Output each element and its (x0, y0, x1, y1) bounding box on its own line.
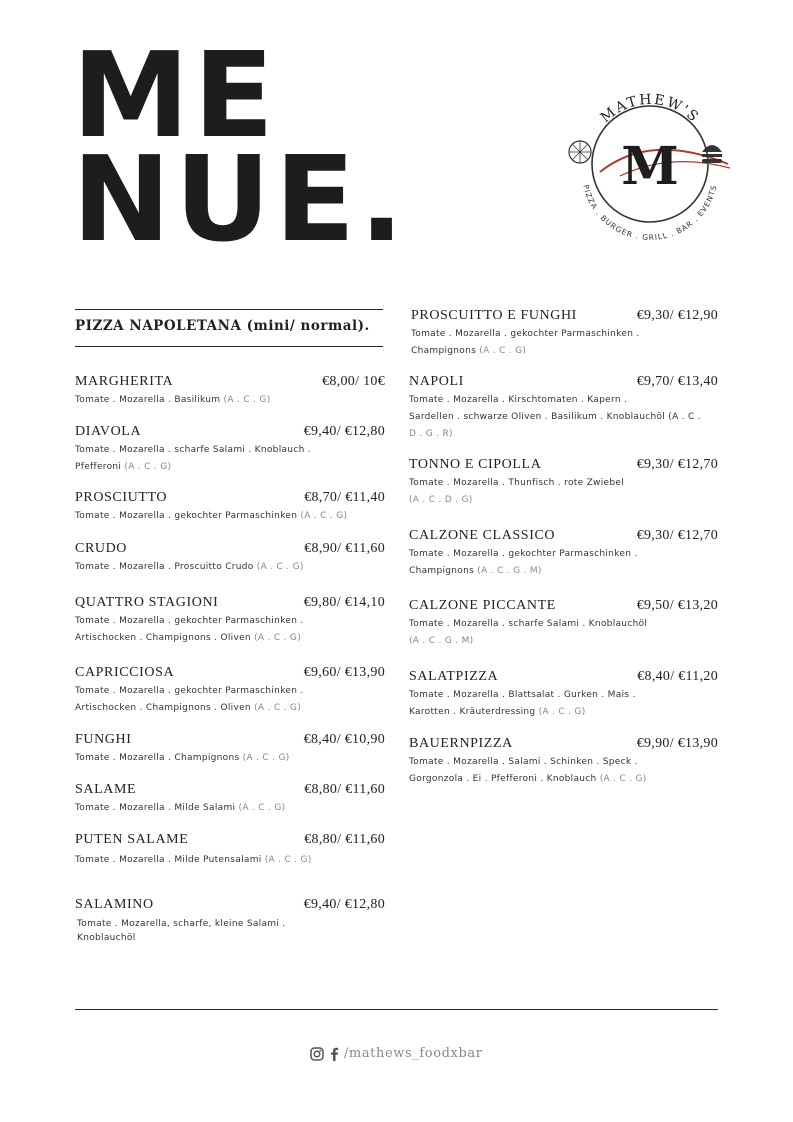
menu-item-price: €9,50/ €13,20 (636, 598, 718, 613)
menu-title-line1: ME (72, 26, 279, 164)
menu-item-description: Tomate . Mozarella . Salami . Schinken . Speck . (409, 757, 638, 767)
svg-text:MATHEW'S (598, 92, 703, 127)
menu-item-description: Pfefferoni (75, 462, 122, 472)
logo-tagline-text: PIZZA . BURGER . GRILL . BAR . EVENTS (581, 183, 719, 243)
menu-item-name: TONNO E CIPOLLA (409, 457, 542, 472)
menu-item (75, 424, 385, 476)
menu-item-price: €9,40/ €12,80 (303, 424, 385, 439)
menu-item-price: €9,60/ €13,90 (303, 665, 385, 680)
mathews-logo (560, 72, 740, 252)
menu-item-allergens: (A . C . G . M) (477, 566, 542, 576)
menu-item-price: €8,40/ €11,20 (637, 669, 718, 684)
menu-item (409, 457, 718, 509)
menu-item-description: Tomate . Mozarella . gekochter Parmaschinken (75, 511, 298, 521)
menu-item (75, 595, 385, 647)
menu-item-allergens: (A . C . G) (254, 633, 302, 643)
menu-item (75, 832, 385, 869)
menu-title-line2: NUE. (72, 130, 409, 268)
instagram-icon[interactable] (310, 1047, 324, 1061)
menu-item-name: PUTEN SALAME (75, 832, 189, 847)
menu-item-description: Karotten . Kräuterdressing (409, 707, 536, 717)
menu-item-allergens: D . G . R) (409, 429, 453, 439)
menu-item-description: Tomate . Mozarella . gekochter Parmaschinken . (411, 329, 640, 339)
menu-item-allergens: (A . C . G) (242, 753, 290, 763)
menu-item-allergens: (A . C . G . M) (409, 636, 474, 646)
menu-item-allergens: (A . C . D . G) (409, 495, 473, 505)
menu-item-name: FUNGHI (75, 732, 132, 747)
menu-item-description: Gorgonzola . Ei . Pfefferoni . Knoblauch (409, 774, 597, 784)
menu-item-allergens: (A . C . G) (479, 346, 527, 356)
menu-item-name: CRUDO (75, 541, 128, 556)
section-rule-bottom (75, 346, 383, 347)
menu-item-description: Champignons (411, 346, 477, 356)
menu-item-name: SALAMINO (75, 897, 154, 912)
menu-item-description: Tomate . Mozarella . Basilikum (75, 395, 221, 405)
menu-item-name: DIAVOLA (75, 424, 142, 439)
menu-item-price: €9,40/ €12,80 (303, 897, 385, 912)
menu-item-description: Artischocken . Champignons . Oliven (75, 633, 251, 643)
logo-letter: M (621, 136, 679, 197)
menu-item-price: €8,90/ €11,60 (304, 541, 385, 556)
menu-item-allergens: (A . C . G) (238, 803, 286, 813)
menu-item (409, 528, 718, 580)
menu-item-name: SALATPIZZA (409, 669, 499, 684)
menu-item-allergens: (A . C . G) (599, 774, 647, 784)
logo-brand-text: MATHEW'S (597, 91, 703, 127)
menu-item (75, 541, 385, 576)
menu-item-description: Tomate . Mozarella . Milde Putensalami (75, 855, 262, 865)
menu-item-description: Tomate . Mozarella . Milde Salami (75, 803, 236, 813)
menu-item-allergens: (A . C . G) (264, 855, 312, 865)
menu-item-description: Artischocken . Champignons . Oliven (75, 703, 251, 713)
menu-item-name: CAPRICCIOSA (75, 665, 175, 680)
menu-item (75, 782, 385, 817)
menu-item-price: €8,80/ €11,60 (304, 832, 385, 847)
menu-item (409, 736, 718, 788)
facebook-icon[interactable] (329, 1047, 339, 1061)
menu-item-price: €9,90/ €13,90 (636, 736, 718, 751)
menu-item-description: Tomate . Mozarella . Champignons (75, 753, 240, 763)
menu-item-allergens: (A . C . G) (254, 703, 302, 713)
section-rule-top (75, 309, 383, 310)
menu-item-name: PROSCUITTO E FUNGHI (411, 308, 577, 323)
social-handle[interactable]: /mathews_foodxbar (343, 1046, 483, 1061)
menu-item-name: BAUERNPIZZA (409, 736, 513, 751)
menu-item-description: Tomate . Mozarella . scharfe Salami . Knoblauch . (75, 445, 311, 455)
footer (0, 1046, 793, 1061)
menu-item-allergens: (A . C . G) (538, 707, 586, 717)
menu-item-description: Tomate . Mozarella . gekochter Parmaschinken . (409, 549, 638, 559)
menu-item-description: Tomate . Mozarella . scharfe Salami . Knoblauchöl (409, 619, 648, 629)
menu-item (75, 374, 385, 409)
menu-item-allergens: (A . C . G) (223, 395, 271, 405)
menu-item-price: €8,00/ 10€ (322, 374, 385, 389)
menu-item-name: MARGHERITA (75, 374, 174, 389)
menu-item-name: CALZONE PICCANTE (409, 598, 556, 613)
menu-item-price: €8,70/ €11,40 (304, 490, 385, 505)
menu-item-description: Knoblauchöl (77, 933, 136, 943)
menu-item-price: €9,30/ €12,90 (636, 308, 718, 323)
menu-item-price: €9,30/ €12,70 (636, 528, 718, 543)
menu-item (409, 598, 718, 650)
menu-item-price: €8,80/ €11,60 (304, 782, 385, 797)
menu-item-description: Tomate . Mozarella, scharfe, kleine Salami . (77, 919, 286, 929)
section-title: PIZZA NAPOLETANA (mini/ normal). (75, 318, 370, 334)
menu-item (409, 669, 718, 721)
menu-item-price: €9,30/ €12,70 (636, 457, 718, 472)
menu-item-price: €8,40/ €10,90 (303, 732, 385, 747)
menu-item-name: SALAME (75, 782, 137, 797)
menu-item-allergens: (A . C . G) (124, 462, 172, 472)
menu-item-description: Tomate . Mozarella . gekochter Parmaschinken . (75, 616, 304, 626)
menu-item-allergens: (A . C . G) (256, 562, 304, 572)
menu-item-description: Champignons (409, 566, 475, 576)
footer-rule (75, 1009, 718, 1010)
menu-item (75, 665, 385, 717)
menu-item-price: €9,70/ €13,40 (636, 374, 718, 389)
menu-item-description: Tomate . Mozarella . gekochter Parmaschinken . (75, 686, 304, 696)
menu-item-allergens: (A . C . G) (300, 511, 348, 521)
menu-item-description: Tomate . Mozarella . Proscuitto Crudo (75, 562, 254, 572)
menu-item (411, 308, 718, 360)
menu-item (75, 732, 385, 767)
menu-item-description: Sardellen . schwarze Oliven . Basilikum . Knoblauchöl (A . C . (409, 412, 701, 422)
menu-item (75, 897, 385, 945)
menu-item-name: CALZONE CLASSICO (409, 528, 556, 543)
menu-item-description: Tomate . Mozarella . Kirschtomaten . Kapern . (409, 395, 628, 405)
menu-item (75, 490, 385, 525)
menu-item (409, 374, 718, 443)
menu-item-name: QUATTRO STAGIONI (75, 595, 219, 610)
menu-item-name: PROSCIUTTO (75, 490, 168, 505)
menu-item-name: NAPOLI (409, 374, 464, 389)
pizza-icon (569, 141, 591, 163)
menu-item-description: Tomate . Mozarella . Thunfisch . rote Zwiebel (409, 478, 625, 488)
menu-item-price: €9,80/ €14,10 (303, 595, 385, 610)
menu-item-description: Tomate . Mozarella . Blattsalat . Gurken . Mais . (409, 690, 636, 700)
